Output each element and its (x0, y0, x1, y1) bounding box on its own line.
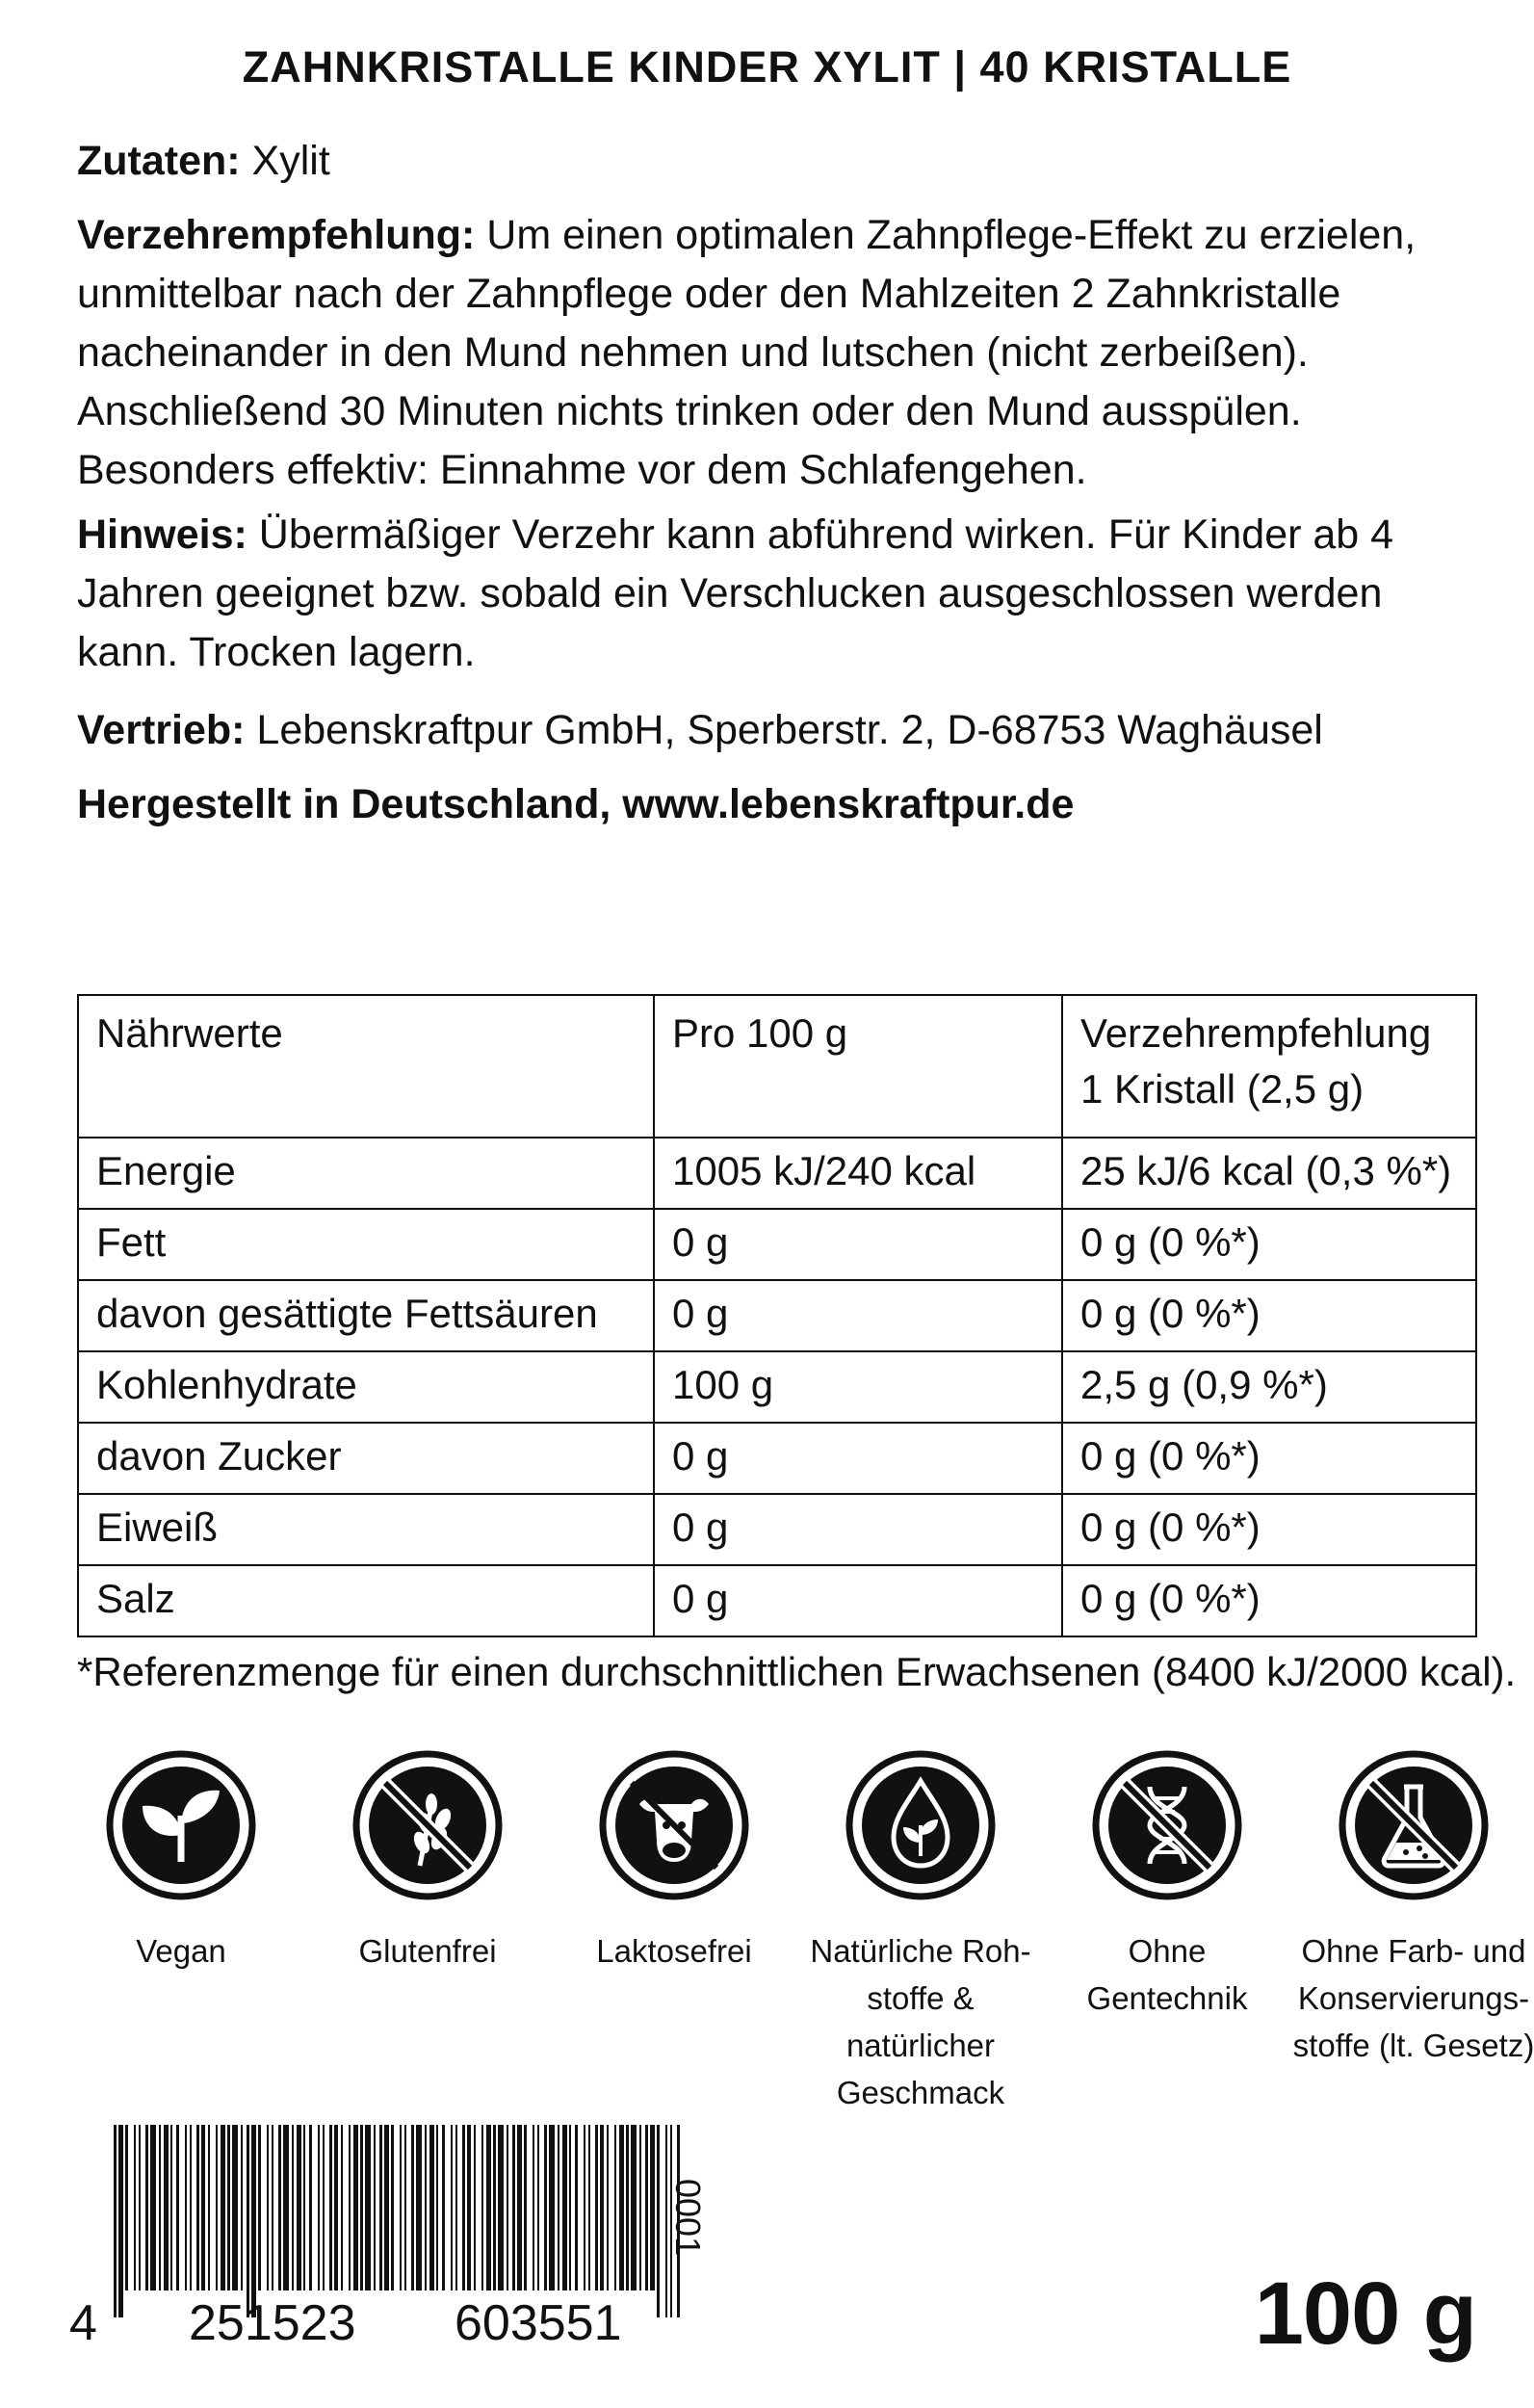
notice-text: Übermäßiger Verzehr kann abführend wirken. Für Kinder ab 4 Jahren geeignet bzw. sobald ein Verschlucken ausgeschlossen werden kann. Trocken lagern. (77, 511, 1394, 675)
value-per-serving: 0 g (0 %*) (1062, 1565, 1476, 1636)
ingredients-text: Xylit (240, 138, 330, 184)
barcode-extra-code: 0001 (668, 2179, 708, 2257)
value-per-serving: 25 kJ/6 kcal (0,3 %*) (1062, 1138, 1476, 1209)
value-per-serving: 0 g (0 %*) (1062, 1494, 1476, 1565)
recommendation-label: Verzehrempfehlung: (77, 212, 476, 258)
header-per-serving-line1: Verzehrempfehlung (1080, 1010, 1432, 1056)
barcode-digits-right: 603551 (455, 2295, 622, 2351)
value-per-100g: 0 g (654, 1565, 1062, 1636)
nutrition-row (78, 1351, 1476, 1423)
feature-icons (58, 1748, 1534, 2110)
distributor-section (77, 701, 1464, 760)
value-per-100g: 0 g (654, 1280, 1062, 1351)
icon-label-line: Laktosefrei (596, 1933, 752, 1969)
value-per-serving: 0 g (0 %*) (1062, 1209, 1476, 1280)
nutrition-header-row (78, 995, 1476, 1138)
barcode (114, 2125, 691, 2317)
icon-label-line: Vegan (136, 1933, 226, 1969)
distributor-text: Lebenskraftpur GmbH, Sperberstr. 2, D-68753 Waghäusel (245, 707, 1323, 753)
icon-label-line: stoffe (lt. Gesetz) (1292, 2028, 1534, 2063)
value-per-serving: 0 g (0 %*) (1062, 1423, 1476, 1494)
icon-item-lactose-free (551, 1748, 797, 1975)
vegan-icon (104, 1748, 258, 1902)
icon-label-line: Ohne (1128, 1933, 1207, 1969)
ingredients-section (77, 132, 1464, 191)
header-per-serving (1062, 995, 1476, 1138)
gluten-free-label (304, 1927, 551, 1975)
recommendation-text: Um einen optimalen Zahnpflege-Effekt zu erzielen, unmittelbar nach der Zahnpflege oder den Mahlzeiten 2 Zahnkristalle nacheinander in den Mund nehmen und lutschen (nicht zerbeißen). Anschließend 30 Minuten nichts trinken oder den Mund ausspülen. Besonders effektiv: Einnahme vor dem Schlafengehen. (77, 212, 1417, 493)
icon-label-line: Natürliche Roh- (810, 1933, 1031, 1969)
no-gmo-label (1044, 1927, 1290, 2022)
nutrient-name: Energie (78, 1138, 654, 1209)
value-per-100g: 1005 kJ/240 kcal (654, 1138, 1062, 1209)
icon-label-line: Glutenfrei (358, 1933, 497, 1969)
ingredients-label: Zutaten: (77, 138, 241, 184)
value-per-serving: 0 g (0 %*) (1062, 1280, 1476, 1351)
header-per-serving-line2: 1 Kristall (2,5 g) (1080, 1066, 1365, 1112)
icon-item-gluten-free (304, 1748, 551, 1975)
icon-label-line: stoffe & natürlicher (845, 1980, 996, 2063)
distributor-label: Vertrieb: (77, 707, 246, 753)
gluten-free-icon (351, 1748, 505, 1902)
recommendation-section (77, 206, 1464, 500)
lactose-free-label (551, 1927, 797, 1975)
nutrient-name: Fett (78, 1209, 654, 1280)
no-additives-label (1290, 1927, 1534, 2069)
nutrition-table (77, 994, 1477, 1637)
nutrient-name: davon Zucker (78, 1423, 654, 1494)
barcode-digits-left: 251523 (189, 2295, 356, 2351)
no-additives-icon (1337, 1748, 1491, 1902)
icon-label-line: Gentechnik (1086, 1980, 1248, 2016)
header-per-100g: Pro 100 g (654, 995, 1062, 1138)
icon-label-line: Geschmack (836, 2075, 1005, 2110)
icon-label-line: Konservierungs- (1297, 1980, 1530, 2016)
header-nutrients: Nährwerte (78, 995, 654, 1138)
no-gmo-icon (1090, 1748, 1244, 1902)
nutrient-name: Salz (78, 1565, 654, 1636)
value-per-100g: 0 g (654, 1209, 1062, 1280)
made-in-line: Hergestellt in Deutschland, www.lebenskraftpur.de (77, 781, 1075, 827)
product-title: ZAHNKRISTALLE KINDER XYLIT | 40 KRISTALLE (242, 42, 1292, 92)
icon-item-no-gmo (1044, 1748, 1290, 2022)
nutrient-name: Eiweiß (78, 1494, 654, 1565)
nutrition-row (78, 1423, 1476, 1494)
icon-item-natural (797, 1748, 1044, 2116)
value-per-serving: 2,5 g (0,9 %*) (1062, 1351, 1476, 1423)
net-weight: 100 g (1254, 2264, 1476, 2363)
icon-label-line: Ohne Farb- und (1301, 1933, 1526, 1969)
notice-label: Hinweis: (77, 511, 247, 558)
nutrition-row (78, 1138, 1476, 1209)
nutrient-name: Kohlenhydrate (78, 1351, 654, 1423)
lactose-free-icon (597, 1748, 751, 1902)
value-per-100g: 0 g (654, 1494, 1062, 1565)
natural-label (797, 1927, 1044, 2116)
icon-item-vegan (58, 1748, 304, 1975)
vegan-label (58, 1927, 304, 1975)
nutrition-row (78, 1209, 1476, 1280)
value-per-100g: 0 g (654, 1423, 1062, 1494)
reference-footnote: *Referenzmenge für einen durchschnittlichen Erwachsenen (8400 kJ/2000 kcal). (77, 1649, 1517, 1694)
icon-item-no-additives (1290, 1748, 1534, 2069)
nutrition-row (78, 1280, 1476, 1351)
value-per-100g: 100 g (654, 1351, 1062, 1423)
barcode-digit-first: 4 (69, 2295, 97, 2351)
nutrition-row (78, 1565, 1476, 1636)
nutrient-name: davon gesättigte Fettsäuren (78, 1280, 654, 1351)
natural-ingredients-icon (844, 1748, 998, 1902)
notice-section (77, 506, 1464, 682)
nutrition-row (78, 1494, 1476, 1565)
